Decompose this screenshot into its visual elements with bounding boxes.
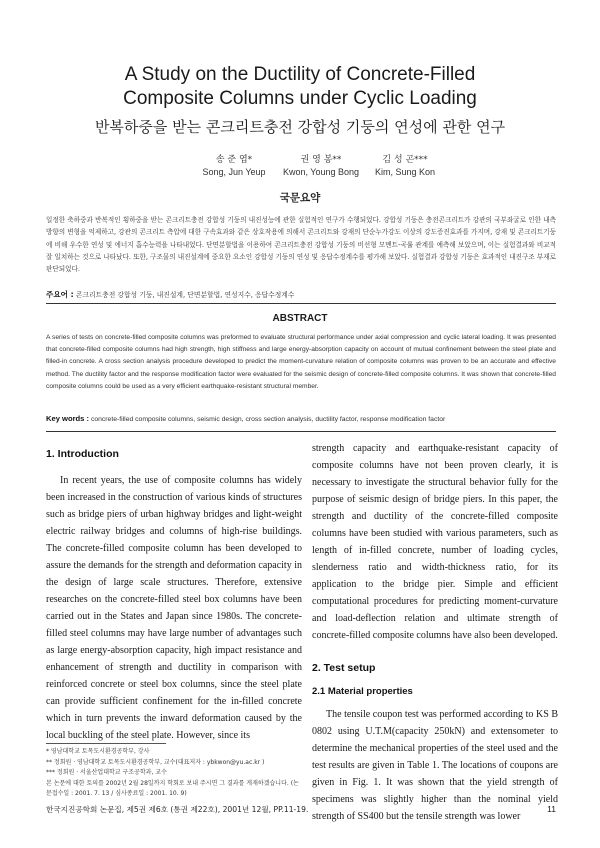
author-2-english: Kwon, Young Bong — [282, 167, 360, 177]
page-number: 11 — [547, 804, 556, 814]
section-1-heading: 1. Introduction — [46, 448, 119, 460]
section-2-heading: 2. Test setup — [312, 662, 376, 674]
footnote-2: ** 정회원 · 영남대학교 토목도시환경공학부, 교수(대표저자 : ybkwon@yu.ac.kr ) — [46, 758, 265, 766]
korean-abstract: 일정한 축하중과 반복적인 횡하중을 받는 콘크리트충전 강합성 기둥의 내진성능에 관한 실험적인 연구가 수행되었다. 강합성 기둥은 충전콘크리트가 강관의 국부좌굴로 인한 내측방향의 변형을 억제하고, 강관의 콘크리트 측압에 대한 구속효과와 같은 상호작용에 의해서 콘크리트와 강재의 단순누가강도 이상의 강도증진효과를 가지며, 강재 및 콘크리트기둥에 비해 우수한 연성 및 에너지 흡수능력을 나타내었다. 단면분할법을 이용하여 콘크리트충전 강합성 기둥의 비선형 모멘트-곡률 관계를 예측해 보았으며, 이는 실험결과와 비교적 잘 일치하는 것으로 나타났다. 또한, 구조물의 내진설계에 중요한 요소인 강합성 기둥의 연성 및 응답수정계수를 평가해 보았다. 실험결과 강합성 기둥은 효과적인 내진구조 부재로 판단되었다. — [46, 216, 556, 274]
title-english-line2: Composite Columns under Cyclic Loading — [123, 88, 477, 109]
footnote-4: 본 논문에 대한 토의를 2002년 2월 28일까지 학회로 보내 주시면 그 결과를 게재하겠습니다. (논문접수일 : 2001. 7. 13 / 심사종료일 : 2001. 10. 9) — [46, 779, 299, 797]
author-1-korean: 송 준 엽* — [215, 155, 253, 165]
author-3-korean: 김 성 곤*** — [382, 155, 428, 165]
divider-bottom — [46, 431, 556, 432]
abstract-text: A series of tests on concrete-filled composite columns was preformed to evaluate structural performance under axial compression and cyclic lateral loading. It was presented that concrete-filled composite columns had high strength, high stiffness and large energy-absorption capacity on account of mutual confinement between the steel plate and filled-in concrete. A cross section analysis procedure developed to predict the moment-curvature relation of composite columns was proven to be an accurate and effective method. The ductility factor and the response modification factor were evaluated for the seismic design of concrete-filled composite columns. It was shown that concrete-filled composite columns could be used as a very efficient earthquake-resistant structural member. — [46, 334, 556, 390]
korean-keywords-label: 주요어 : — [46, 290, 74, 299]
footnote-3: *** 정회원 · 서울산업대학교 구조공학과, 교수 — [46, 769, 167, 776]
section-2-1-heading: 2.1 Material properties — [312, 686, 413, 697]
keywords-label: Key words : — [46, 414, 90, 423]
keywords — [46, 414, 556, 423]
author-2-korean: 권 영 봉** — [300, 155, 342, 165]
divider-top — [46, 303, 556, 304]
author-3 — [350, 154, 460, 178]
right-column-text: strength capacity and earthquake-resistant capacity of composite columns have not been proven clearly, it is necessary to investigate the structural behavior fully for the purpose of seismic design of bridge piers. In this paper, the strength and ductility of the concrete-filled composite columns have been studied with various parameters, such as length of in-filled concrete, number of loading cycles, slenderness ratio and width-thickness ratio, for its application to the bridge pier. Simple and efficient computational procedures for predicting moment-curvature and load-deflection relation and ultimate strength of concrete-filled composite columns have also been developed. — [312, 443, 558, 641]
title-english-line1: A Study on the Ductility of Concrete-Filled — [124, 64, 476, 85]
journal-footer: 한국지진공학회 논문집, 제5권 제6호 (통권 제22호), 2001년 12월, PP.11-19. — [46, 805, 309, 814]
korean-keywords — [46, 289, 556, 300]
right-column — [312, 440, 558, 825]
korean-keywords-text: 콘크리트충전 강합성 기둥, 내진설계, 단면분할법, 연성지수, 응답수정계수 — [75, 291, 295, 299]
keywords-text: concrete-filled composite columns, seismic design, cross section analysis, ductility factor, response modification factor — [90, 416, 446, 423]
abstract-heading: ABSTRACT — [272, 313, 328, 324]
section-1-text: In recent years, the use of composite columns has widely been increased in the construction of various kinds of structures such as bridge piers of urban highway bridges and light-weight electric railway bridges and columns of high-rise buildings. The concrete-filled composite column has been developed to assure the demands for the strength and deformation capacity in the design of large scale structures. Therefore, extensive researches on the concrete-filled steel box columns have been carried out in the States and Japan since 1980s. The concrete-filled steel columns may have large number of advantages such as large energy-absorption capacity, high impact resistance and enhancement of strength and ductility in comparison with reinforced concrete or steel box columns, since the steel plate can provide sufficient confinement for the in-filled concrete which in turn prevents the inward deformation caused by the local buckling of the steel plate. However, since its — [46, 475, 302, 741]
author-1-english: Song, Jun Yeup — [202, 167, 266, 177]
title-korean: 반복하중을 받는 콘크리트충전 강합성 기둥의 연성에 관한 연구 — [94, 118, 506, 136]
footnote-1: * 영남대학교 토목도시환경공학부, 강사 — [46, 748, 150, 755]
korean-abstract-heading: 국문요약 — [279, 192, 321, 204]
author-3-english: Kim, Sung Kon — [374, 167, 436, 177]
footnotes — [46, 747, 302, 800]
left-column — [46, 440, 302, 744]
section-2-1-text: The tensile coupon test was performed according to KS B 0802 using U.T.M(capacity 250kN) and extensometer to determine the mechanical properties of the steel used and the test results are given in Table 1. The locations of coupons are given in Fig. 1. It was shown that the yield strength of specimens was slightly higher than the nominal yield strength of SS400 but the tensile strength was lower — [312, 709, 558, 822]
footnote-rule — [46, 743, 166, 744]
